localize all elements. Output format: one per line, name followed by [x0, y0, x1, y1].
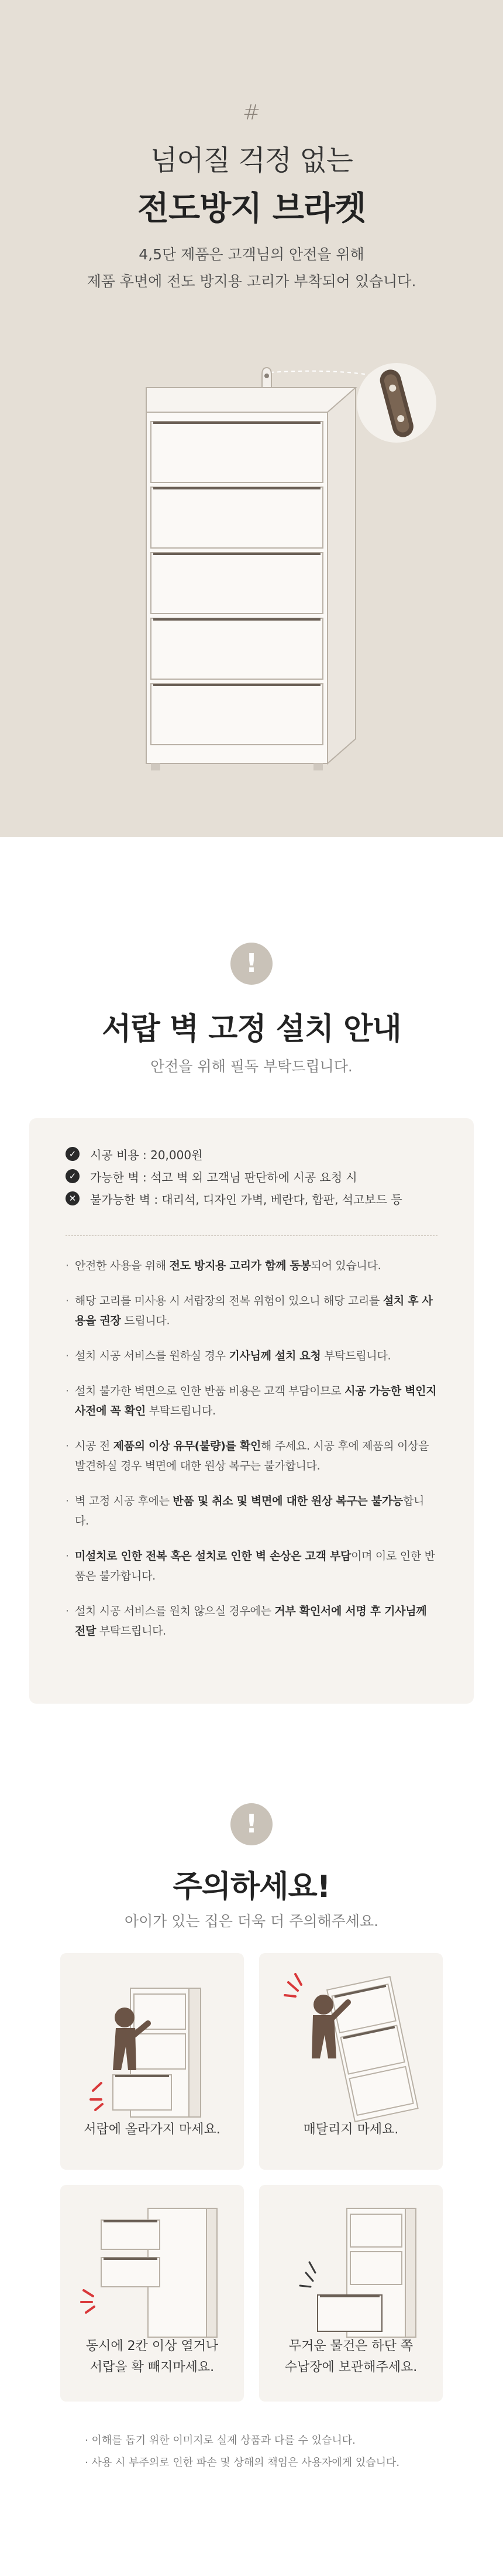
exclamation-icon: !: [230, 943, 273, 985]
caution-section: [0, 1803, 503, 2576]
caution-caption: 서랍을 확 빼지마세요.: [89, 2360, 215, 2375]
condition-text: 가능한 벽 : 석고 벽 외 고객님 판단하에 시공 요청 시: [90, 1170, 357, 1184]
notice-box: [29, 1118, 474, 1704]
caution-card-heavy-bottom: [259, 2185, 443, 2402]
hash-mark: #: [242, 101, 261, 125]
caution-caption: 동시에 2칸 이상 열거나: [85, 2339, 219, 2354]
notice-item: · 설치 불가한 벽면으로 인한 반품 비용은 고객 부담이므로 시공 가능한 벽인지 사전에 꼭 확인 부탁드립니다.: [66, 1381, 437, 1421]
hero-section: [0, 0, 503, 837]
caution-card-no-climbing: [60, 1953, 244, 2170]
x-icon: ✕: [66, 1191, 80, 1205]
dresser-illustration: [0, 351, 503, 796]
caution-caption: 서랍에 올라가지 마세요.: [84, 2122, 221, 2137]
caution-title: 주의하세요!: [173, 1869, 330, 1904]
notice-item: · 안전한 사용을 위해 전도 방지용 고리가 함께 동봉되어 있습니다.: [66, 1256, 437, 1276]
caution-card-no-hanging: [259, 1953, 443, 2170]
install-guide-section: [0, 837, 503, 1803]
hook-icon: [262, 368, 271, 388]
bracket-zoom-icon: [357, 363, 436, 443]
notice-item: · 설치 시공 서비스를 원치 않으실 경우에는 거부 확인서에 서명 후 기사님께 전달 부탁드립니다.: [66, 1601, 437, 1641]
condition-text: 시공 비용 : 20,000원: [90, 1147, 203, 1162]
notice-item: · 벽 고정 시공 후에는 반품 및 취소 및 벽면에 대한 원상 복구는 불가능합니다.: [66, 1491, 437, 1531]
notice-list: [66, 1256, 437, 1641]
condition-list: [66, 1143, 437, 1210]
notice-item: · 미설치로 인한 전복 혹은 설치로 인한 벽 손상은 고객 부담이며 이로 인한 반품은 불가합니다.: [66, 1546, 437, 1586]
caution-caption: 무거운 물건은 하단 쪽: [288, 2339, 414, 2354]
exclamation-icon: !: [230, 1803, 273, 1845]
condition-text: 불가능한 벽 : 대리석, 디자인 가벽, 베란다, 합판, 석고보드 등: [90, 1192, 402, 1207]
notice-item: · 설치 시공 서비스를 원하실 경우 기사님께 설치 요청 부탁드립니다.: [66, 1346, 437, 1366]
footnotes: [85, 2430, 447, 2474]
check-icon: ✓: [66, 1147, 80, 1161]
hero-subtitle: 넘어질 걱정 없는: [150, 144, 353, 177]
condition-item: [66, 1187, 437, 1210]
hero-desc-line: 제품 후면에 전도 방지용 고리가 부착되어 있습니다.: [87, 273, 416, 290]
caution-caption: 매달리지 마세요.: [303, 2122, 399, 2137]
caution-caption: 수납장에 보관해주세요.: [284, 2360, 418, 2375]
notice-item: · 시공 전 제품의 이상 유무(불량)를 확인해 주세요. 시공 후에 제품의 이상을 발견하실 경우 벽면에 대한 원상 복구는 불가합니다.: [66, 1436, 437, 1476]
condition-item: [66, 1165, 437, 1187]
condition-item: [66, 1143, 437, 1165]
hero-title: 전도방지 브라켓: [137, 190, 366, 228]
guide-subtitle: 안전을 위해 필독 부탁드립니다.: [150, 1058, 353, 1075]
footnote: · 이해를 돕기 위한 이미지로 실제 상품과 다를 수 있습니다.: [85, 2434, 356, 2447]
check-icon: ✓: [66, 1169, 80, 1183]
footnote: · 사용 시 부주의로 인한 파손 및 상해의 책임은 사용자에게 있습니다.: [85, 2457, 400, 2469]
hero-desc-line: 4,5단 제품은 고객님의 안전을 위해: [139, 246, 364, 263]
caution-card-one-drawer: [60, 2185, 244, 2402]
dashed-divider: [66, 1235, 437, 1236]
guide-title: 서랍 벽 고정 설치 안내: [102, 1012, 401, 1047]
hero-description: [0, 241, 503, 295]
caution-subtitle: 아이가 있는 집은 더욱 더 주의해주세요.: [124, 1913, 379, 1930]
notice-item: · 해당 고리를 미사용 시 서랍장의 전복 위험이 있으니 해당 고리를 설치 후 사용을 권장 드립니다.: [66, 1291, 437, 1331]
